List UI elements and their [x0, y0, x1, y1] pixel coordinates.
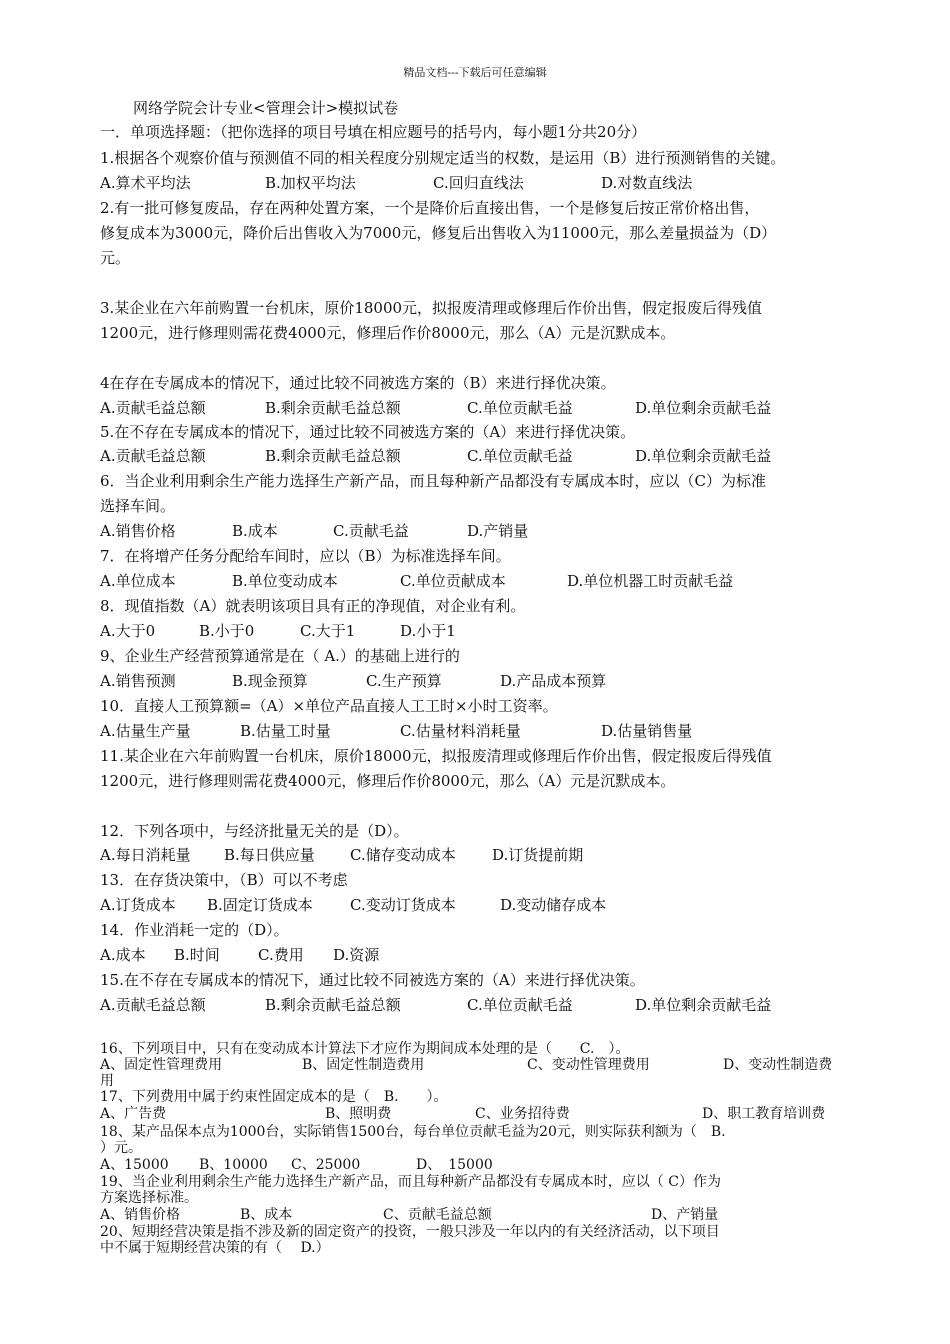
question-2-line-2: 修复成本为3000元，降价后出售收入为7000元，修复后出售收入为11000元，那么差量损益为（D） — [100, 224, 777, 242]
option-a: A.贡献毛益总额 — [100, 447, 206, 465]
option-b: B、照明费 — [325, 1106, 392, 1122]
option-c: C.单位贡献毛益 — [467, 996, 573, 1014]
option-a: A、销售价格 — [100, 1207, 181, 1223]
question-14: 14．作业消耗一定的（D）。 — [100, 921, 289, 939]
option-a: A.单位成本 — [100, 572, 176, 590]
option-b: B.剩余贡献毛益总额 — [265, 447, 401, 465]
option-c: C.单位贡献成本 — [400, 572, 506, 590]
option-c: C.估量材料消耗量 — [400, 722, 521, 740]
question-19-line-2: 方案选择标准。 — [100, 1190, 198, 1206]
option-d: D、变动性制造费 — [723, 1057, 833, 1073]
option-a: A.贡献毛益总额 — [100, 996, 206, 1014]
option-a: A.订货成本 — [100, 896, 176, 914]
option-c: C.回归直线法 — [433, 174, 524, 192]
question-2-line-1: 2.有一批可修复废品，存在两种处置方案，一个是降价后直接出售，一个是修复后按正常价格出售， — [100, 199, 760, 217]
option-b: B、固定性制造费用 — [302, 1057, 425, 1073]
option-c: C.单位贡献毛益 — [467, 399, 573, 417]
option-d: D.对数直线法 — [601, 174, 693, 192]
option-a: A、广告费 — [100, 1106, 167, 1122]
option-b: B.现金预算 — [232, 672, 308, 690]
option-c: C.生产预算 — [366, 672, 442, 690]
question-9: 9、企业生产经营预算通常是在（ A.）的基础上进行的 — [100, 647, 460, 665]
option-a: A.贡献毛益总额 — [100, 399, 206, 417]
option-b: B.单位变动成本 — [232, 572, 338, 590]
option-a: A、固定性管理费用 — [100, 1057, 223, 1073]
question-3-line-2: 1200元，进行修理则需花费4000元，修理后作价8000元，那么（A）元是沉默成本。 — [100, 324, 676, 342]
question-13: 13．在存货决策中，（B）可以不考虑 — [100, 871, 348, 889]
option-c: C.费用 — [258, 946, 304, 964]
option-a: A.每日消耗量 — [100, 846, 191, 864]
option-d: D.产销量 — [467, 522, 529, 540]
question-3-line-1: 3.某企业在六年前购置一台机床，原价18000元，拟报废清理或修理后作价出售，假定报废后得残值 — [100, 299, 763, 317]
option-c: C.大于1 — [300, 622, 356, 640]
question-17: 17、下列费用中属于约束性固定成本的是（ B. ）。 — [100, 1089, 448, 1105]
option-b: B.估量工时量 — [240, 722, 331, 740]
section-heading: 一．单项选择题：（把你选择的项目号填在相应题号的括号内，每小题1分共20分） — [100, 123, 647, 141]
question-20-line-2: 中不属于短期经营决策的有（ D.） — [100, 1240, 330, 1256]
question-1: 1.根据各个观察价值与预测值不同的相关程度分别规定适当的权数，是运用（B）进行预测销售的关键。 — [100, 149, 786, 167]
question-16: 16、下列项目中，只有在变动成本计算法下才应作为期间成本处理的是（ C. ）。 — [100, 1041, 630, 1057]
question-15: 15.在不存在专属成本的情况下，通过比较不同被选方案的（A）来进行择优决策。 — [100, 971, 645, 989]
option-b: B.每日供应量 — [224, 846, 315, 864]
option-d: D.产品成本预算 — [500, 672, 607, 690]
option-b: B、10000 — [199, 1157, 268, 1173]
option-a: A.算术平均法 — [100, 174, 191, 192]
option-d: D.小于1 — [400, 622, 456, 640]
option-c: C.变动订货成本 — [350, 896, 456, 914]
question-6-line-1: 6．当企业利用剩余生产能力选择生产新产品，而且每种新产品都没有专属成本时，应以（C）为标准 — [100, 472, 767, 490]
question-8: 8．现值指数（A）就表明该项目具有正的净现值，对企业有利。 — [100, 597, 526, 615]
question-7: 7．在将增产任务分配给车间时，应以（B）为标准选择车间。 — [100, 547, 511, 565]
question-10: 10．直接人工预算额=（A）×单位产品直接人工工时×小时工资率。 — [100, 697, 558, 715]
option-d: D、产销量 — [651, 1207, 719, 1223]
option-a: A.销售价格 — [100, 522, 176, 540]
option-c: C、贡献毛益总额 — [383, 1207, 492, 1223]
question-12: 12．下列各项中，与经济批量无关的是（D）。 — [100, 822, 409, 840]
option-d: D.估量销售量 — [601, 722, 693, 740]
option-d: D.单位机器工时贡献毛益 — [567, 572, 734, 590]
question-4: 4在存在专属成本的情况下，通过比较不同被选方案的（B）来进行择优决策。 — [100, 374, 616, 392]
option-d: D、 15000 — [416, 1157, 493, 1173]
option-c: C.单位贡献毛益 — [467, 447, 573, 465]
option-d: D.订货提前期 — [492, 846, 584, 864]
question-5: 5.在不存在专属成本的情况下，通过比较不同被选方案的（A）来进行择优决策。 — [100, 423, 636, 441]
option-a: A.估量生产量 — [100, 722, 191, 740]
option-b: B.剩余贡献毛益总额 — [265, 399, 401, 417]
option-d: D.变动储存成本 — [500, 896, 607, 914]
option-c: C、业务招待费 — [475, 1106, 570, 1122]
option-d: D、职工教育培训费 — [702, 1106, 826, 1122]
option-d: D.单位剩余贡献毛益 — [635, 399, 772, 417]
question-18-line-1: 18、某产品保本点为1000台，实际销售1500台，每台单位贡献毛益为20元，则实际获利额为（ B. — [100, 1124, 726, 1140]
option-d: D.单位剩余贡献毛益 — [635, 996, 772, 1014]
question-11-line-1: 11.某企业在六年前购置一台机床，原价18000元，拟报废清理或修理后作价出售，假定报废后得残值 — [100, 747, 772, 765]
option-b: B、成本 — [240, 1207, 293, 1223]
option-c: C、25000 — [291, 1157, 361, 1173]
question-16-wrap: 用 — [100, 1073, 114, 1089]
question-20-line-1: 20、短期经营决策是指不涉及新的固定资产的投资，一般只涉及一年以内的有关经济活动，以下项目 — [100, 1224, 720, 1240]
option-a: A.销售预测 — [100, 672, 176, 690]
option-c: C.贡献毛益 — [333, 522, 409, 540]
option-b: B.成本 — [232, 522, 278, 540]
question-18-line-2: ）元。 — [100, 1140, 142, 1156]
question-6-line-2: 选择车间。 — [100, 497, 176, 515]
option-c: C.储存变动成本 — [350, 846, 456, 864]
page-header: 精品文档---下载后可任意编辑 — [403, 66, 547, 79]
option-b: B.剩余贡献毛益总额 — [265, 996, 401, 1014]
option-c: C、变动性管理费用 — [527, 1057, 650, 1073]
question-19-line-1: 19、当企业利用剩余生产能力选择生产新产品，而且每种新产品都没有专属成本时，应以（ C）作为 — [100, 1174, 721, 1190]
option-b: B.加权平均法 — [265, 174, 356, 192]
option-d: D.资源 — [333, 946, 380, 964]
option-b: B.小于0 — [199, 622, 255, 640]
option-a: A.大于0 — [100, 622, 156, 640]
option-a: A.成本 — [100, 946, 146, 964]
option-b: B.固定订货成本 — [207, 896, 313, 914]
option-a: A、15000 — [100, 1157, 169, 1173]
option-d: D.单位剩余贡献毛益 — [635, 447, 772, 465]
option-b: B.时间 — [174, 946, 220, 964]
question-2-line-3: 元。 — [100, 249, 131, 267]
question-11-line-2: 1200元，进行修理则需花费4000元，修理后作价8000元，那么（A）元是沉默成本。 — [100, 772, 676, 790]
exam-title: 网络学院会计专业<管理会计>模拟试卷 — [133, 99, 399, 117]
